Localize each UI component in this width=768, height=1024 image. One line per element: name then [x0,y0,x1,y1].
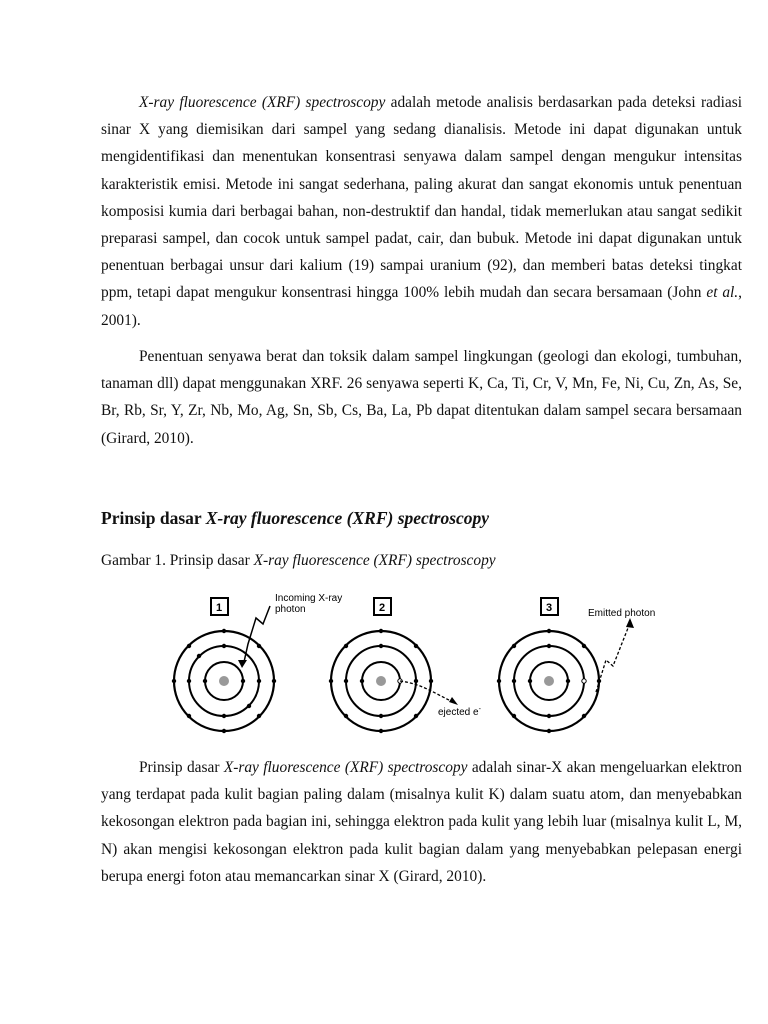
principle-prefix: Prinsip dasar [139,759,224,776]
ejected-electron-path [400,681,453,702]
caption-term: X-ray fluorescence (XRF) spectroscopy [253,552,496,569]
ejected-label-sup: - [478,706,481,713]
principle-term: X-ray fluorescence (XRF) spectroscopy [223,759,468,776]
principle-text: adalah sinar-X akan mengeluarkan elektron yang terdapat pada kulit bagian paling dalam (misalnya kulit K) dalam suatu atom, dan menyebabkan kekosongan elektron pada bagian ini, sehingga elektron pada kulit yang lebih luar (misalnya kulit L, M, N) akan mengisi kekosongan elektron pada kulit bagian dalam yang menyebabkan pelepasan energi berupa energi foton atau memancarkan sinar X (Girard, 2010). [101,759,742,885]
intro-text: adalah metode analisis berdasarkan pada deteksi radiasi sinar X yang diemisikan dari sampel yang sedang dianalisis. Metode ini dapat digunakan untuk mengidentifikasi dan menentukan konsentrasi senyawa dalam sampel dengan mengukur intensitas karakteristik emisi. Metode ini sangat sederhana, paling akurat dan sangat ekonomis untuk penentuan komposisi kumia dari berbagai bahan, non-destruktif dan handal, tidak memerlukan atau sangat sedikit preparasi sampel, dan cocok untuk sampel padat, cair, dan bubuk. Metode ini dapat digunakan untuk penentuan berbagai unsur dari kalium (19) sampai uranium (92), dan memberi batas deteksi tingkat ppm, tetapi dapat mengukur konsentrasi hingga 100% lebih mudah dan secara bersamaan (John [101,94,742,302]
ejected-arrow-head [449,697,458,705]
vacancy-3 [582,679,586,683]
step-label-1: 1 [216,602,223,614]
nucleus-2 [376,676,386,686]
atom-diagram-2 [329,598,453,733]
intro-citation-end: , 2001). [101,284,742,329]
section-heading [101,505,489,531]
nucleus-1 [219,676,229,686]
figure-caption [101,550,496,572]
intro-term: X-ray fluorescence (XRF) spectroscopy [139,94,386,111]
incoming-label-line1: Incoming X-ray [275,593,343,604]
step-label-2: 2 [379,602,386,614]
step-label-3: 3 [546,602,553,614]
emitted-label: Emitted photon [588,608,656,619]
ejected-label [438,706,482,718]
heading-term: X-ray fluorescence (XRF) spectroscopy [205,508,490,528]
atom-diagram-1 [172,598,276,733]
incoming-label-line2: photon [275,604,306,615]
xrf-principle-figure [160,588,656,723]
nucleus-3 [544,676,554,686]
emitted-arrow-head [626,618,634,628]
intro-citation-etal: et al. [706,284,739,302]
principle-paragraph [101,754,742,890]
caption-prefix: Gambar 1. Prinsip dasar [101,552,254,569]
incoming-arrow-head [238,660,247,668]
intro-paragraph [101,89,742,334]
heading-prefix: Prinsip dasar [101,508,206,528]
ejected-label-text: ejected e [438,707,479,718]
heavy-elements-paragraph: Penentuan senyawa berat dan toksik dalam sampel lingkungan (geologi dan ekologi, tumbuhan, tanaman dll) dapat menggunakan XRF. 26 senyawa seperti K, Ca, Ti, Cr, V, Mn, Fe, Ni, Cu, Zn, As, Se, Br, Rb, Sr, Y, Zr, Nb, Mo, Ag, Sn, Sb, Cs, Ba, La, Pb dapat ditentukan dalam sampel secara bersamaan (Girard, 2010). [101,348,742,447]
